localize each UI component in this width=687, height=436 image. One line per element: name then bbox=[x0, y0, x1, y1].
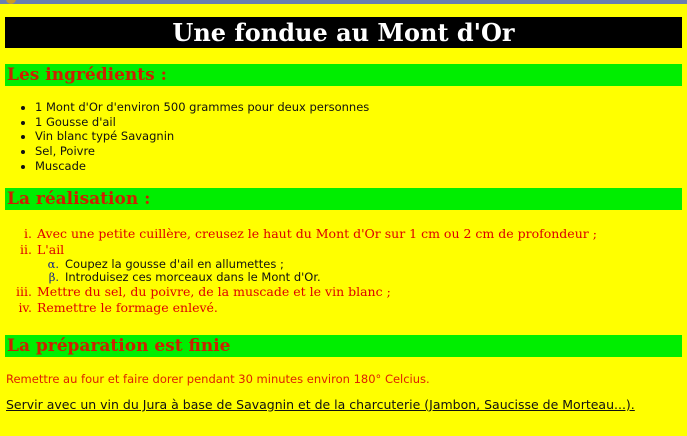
realisation-heading: La réalisation : bbox=[5, 188, 682, 210]
step-item bbox=[0, 242, 687, 284]
ingredient-item: • 1 Mont d'Or d'environ 500 grammes pour deux personnes bbox=[35, 100, 369, 115]
browser-top-strip bbox=[0, 0, 687, 4]
substeps-list bbox=[37, 258, 687, 284]
page-title: Une fondue au Mont d'Or bbox=[5, 17, 682, 48]
preparation-heading: La préparation est finie bbox=[5, 335, 682, 357]
substep-text: Coupez la gousse d'ail en allumettes ; bbox=[65, 257, 284, 271]
steps-list bbox=[0, 226, 687, 316]
substep-number: β. bbox=[48, 270, 59, 284]
step-item bbox=[0, 226, 687, 242]
ingredient-item: • Sel, Poivre bbox=[35, 144, 369, 159]
step-number: iv. bbox=[18, 300, 32, 315]
browser-logo-icon bbox=[6, 0, 16, 4]
step-text: Mettre du sel, du poivre, de la muscade et le vin blanc ; bbox=[37, 284, 391, 299]
step-item bbox=[0, 284, 687, 300]
serving-suggestion: Servir avec un vin du Jura à base de Savagnin et de la charcuterie (Jambon, Saucisse de Morteau...). bbox=[6, 397, 635, 412]
substep-number: α. bbox=[47, 257, 59, 271]
step-number: ii. bbox=[20, 242, 32, 257]
ingredient-item: • 1 Gousse d'ail bbox=[35, 115, 369, 130]
ingredients-heading: Les ingrédients : bbox=[5, 64, 682, 86]
substep-text: Introduisez ces morceaux dans le Mont d'Or. bbox=[65, 270, 321, 284]
ingredient-item: • Vin blanc typé Savagnin bbox=[35, 129, 369, 144]
substep-item bbox=[37, 271, 687, 284]
step-text: Remettre le formage enlevé. bbox=[37, 300, 218, 315]
step-item bbox=[0, 300, 687, 316]
oven-note: Remettre au four et faire dorer pendant 30 minutes environ 180° Celcius. bbox=[6, 372, 430, 386]
step-number: iii. bbox=[16, 284, 32, 299]
step-number: i. bbox=[24, 226, 32, 241]
ingredients-list bbox=[22, 100, 369, 174]
ingredient-item: • Muscade bbox=[35, 159, 369, 174]
step-text: L'ail bbox=[37, 242, 65, 257]
step-text: Avec une petite cuillère, creusez le haut du Mont d'Or sur 1 cm ou 2 cm de profondeur ; bbox=[37, 226, 597, 241]
